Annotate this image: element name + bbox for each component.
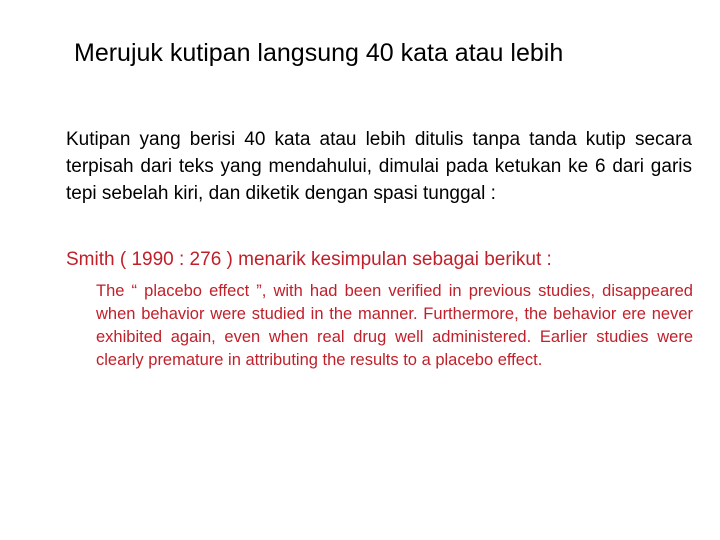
block-quote: The “ placebo effect ”, with had been verified in previous studies, disappeared when behavior were studied in the manner. Furthermore, the behavior ere never exhibited again, even when real drug well administered. Earlier studies were clearly premature in attributing the results to a placebo effect. xyxy=(96,282,693,369)
slide-title: Merujuk kutipan langsung 40 kata atau lebih xyxy=(74,39,564,67)
body-paragraph: Kutipan yang berisi 40 kata atau lebih ditulis tanpa tanda kutip secara terpisah dari teks yang mendahului, dimulai pada ketukan ke 6 dari garis tepi sebelah kiri, dan diketik dengan spasi tunggal : xyxy=(66,129,692,204)
citation-lead: Smith ( 1990 : 276 ) menarik kesimpulan sebagai berikut : xyxy=(66,249,552,270)
